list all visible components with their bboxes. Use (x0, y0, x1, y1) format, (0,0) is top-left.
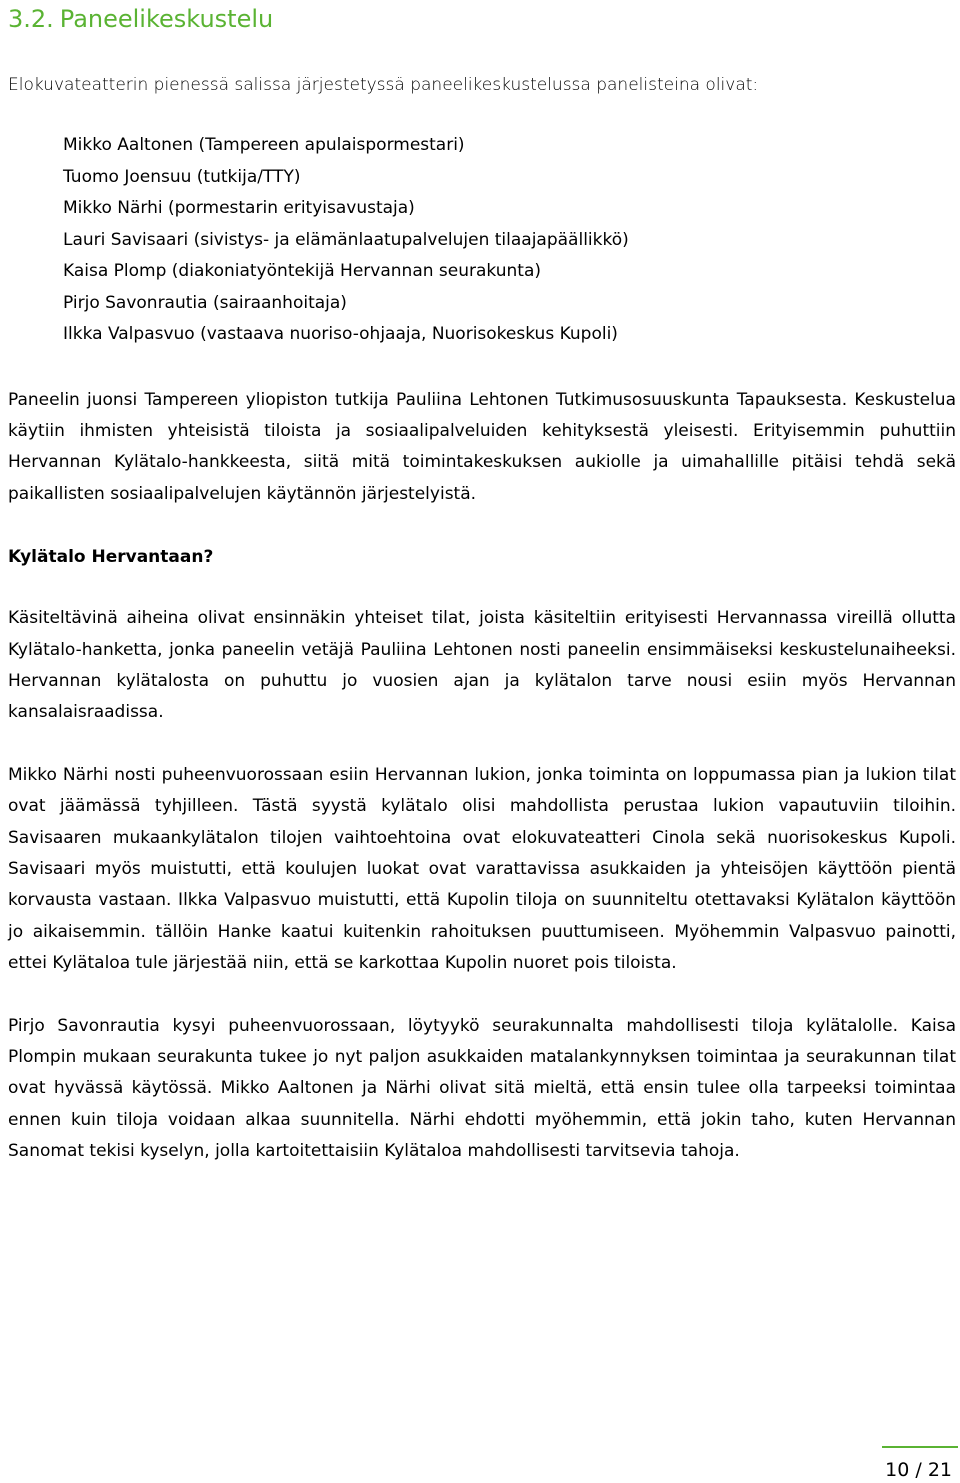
section-number: 3.2. (8, 5, 54, 33)
document-page (8, 0, 956, 1168)
body-paragraph-moderator: Paneelin juonsi Tampereen yliopiston tutkija Pauliina Lehtonen Tutkimusosuuskunta Tapauksesta. Keskustelua käytiin ihmisten yhteisistä tiloista ja sosiaalipalveluiden kehityksestä yleisesti. Erityisemmin puhuttiin Hervannan Kylätalo-hankkeesta, siitä mitä toimintakeskuksen aukiolle ja uimahallille pitäisi tehdä sekä paikallisten sosiaalipalvelujen käytännön järjestelyistä. (8, 389, 956, 504)
list-item: Mikko Närhi (pormestarin erityisavustaja) (63, 198, 415, 218)
list-item: Mikko Aaltonen (Tampereen apulaispormestari) (63, 135, 465, 155)
panelist-list (63, 130, 956, 351)
footer-accent-rule (882, 1446, 958, 1448)
list-item: Lauri Savisaari (sivistys- ja elämänlaatupalvelujen tilaajapäällikkö) (63, 229, 629, 250)
section-heading (8, 0, 956, 36)
body-paragraph-narhi: Mikko Närhi nosti puheenvuorossaan esiin Hervannan lukion, jonka toiminta on loppumassa pian ja lukion tilat ovat jäämässä tyhjilleen. Tästä syystä kylätalo olisi mahdollista perustaa lukion vapautuviin tiloihin. Savisaaren mukaankylätalon tilojen vaihtoehtoina ovat elokuvateatteri Cinola sekä nuorisokeskus Kupoli. Savisaari myös muistutti, että koulujen luokat ovat varattavissa asukkaiden ja yhteisöjen käyttöön pientä korvausta vastaan. Ilkka Valpasvuo muistutti, että Kupolin tiloja on suunniteltu otettavaksi Kylätalon käyttöön jo aikaisemmin. tällöin Hanke kaatui kuitenkin rahoituksen puuttumiseen. Myöhemmin Valpasvuo painotti, ettei Kylätaloa tule järjestää niin, että se karkottaa Kupolin nuoret pois tiloista. (8, 764, 956, 974)
subheading-kylatalo: Kylätalo Hervantaan? (8, 547, 214, 568)
body-paragraph-savonrautia: Pirjo Savonrautia kysyi puheenvuorossaan, löytyykö seurakunnalta mahdollisesti tiloja kylätalolle. Kaisa Plompin mukaan seurakunta tukee jo nyt paljon asukkaiden matalankynnyksen toimintaa ja seurakunnan tilat ovat hyvässä käytössä. Mikko Aaltonen ja Närhi olivat sitä mieltä, että ensin tulee olla tarpeeksi toimintaa ennen kuin tiloja voidaan alkaa suunnitella. Närhi ehdotti myöhemmin, että jokin taho, kuten Hervannan Sanomat tekisi kyselyn, jolla kartoitettaisiin Kylätaloa mahdollisesti tarvitsevia tahoja. (8, 1015, 956, 1162)
section-title: Paneelikeskustelu (59, 5, 274, 33)
intro-paragraph: Elokuvateatterin pienessä salissa järjestetyssä paneelikeskustelussa panelisteina olivat: (8, 75, 759, 95)
list-item: Tuomo Joensuu (tutkija/TTY) (63, 166, 301, 187)
list-item: Pirjo Savonrautia (sairaanhoitaja) (63, 292, 347, 313)
list-item: Ilkka Valpasvuo (vastaava nuoriso-ohjaaja, Nuorisokeskus Kupoli) (63, 324, 618, 344)
list-item: Kaisa Plomp (diakoniatyöntekijä Hervannan seurakunta) (63, 261, 541, 281)
page-number: 10 / 21 (885, 1459, 952, 1481)
body-paragraph-topics: Käsiteltävinä aiheina olivat ensinnäkin yhteiset tilat, joista käsiteltiin erityisesti Hervannassa vireillä ollutta Kylätalo-hanketta, jonka paneelin vetäjä Pauliina Lehtonen nosti paneelin ensimmäiseksi keskustelunaiheeksi. Hervannan kylätalosta on puhuttu jo vuosien ajan ja kylätalon tarve nousi esiin myös Hervannan kansalaisraadissa. (8, 608, 956, 723)
